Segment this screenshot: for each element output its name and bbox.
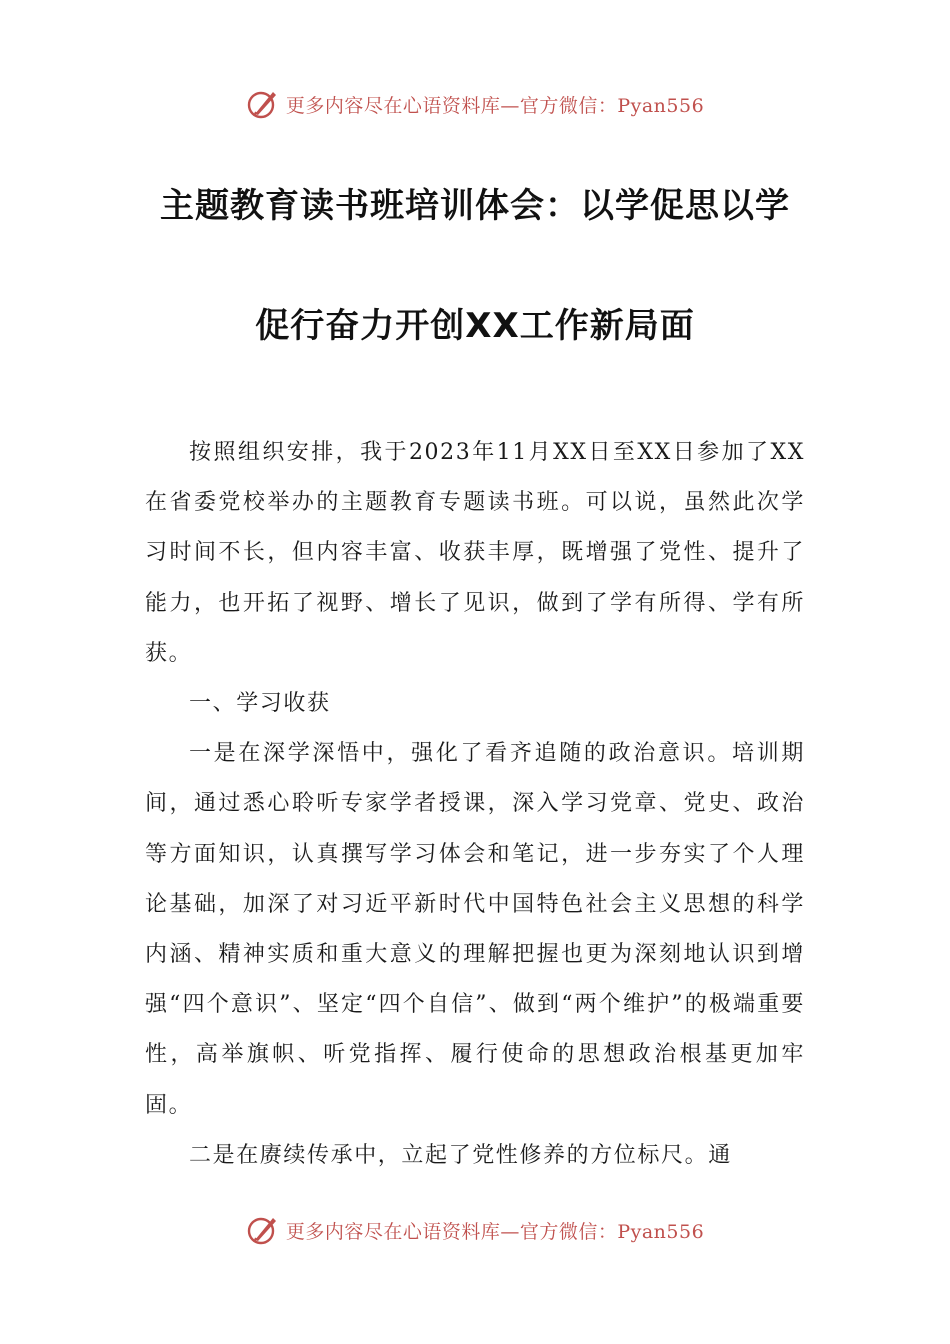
document-body: [145, 428, 805, 1181]
footer-watermark: [0, 1210, 950, 1250]
quill-pen-circle-icon: [246, 87, 280, 121]
document-title-line-2: 促行奋力开创XX工作新局面: [255, 306, 695, 346]
footer-watermark-text: 更多内容尽在心语资料库—官方微信：Pyan556: [285, 1220, 705, 1243]
section-heading: 一、学习收获: [189, 691, 331, 717]
header-watermark: [0, 84, 950, 124]
document-title-line-1: 主题教育读书班培训体会：以学促思以学: [160, 186, 790, 226]
quill-pen-circle-icon: [246, 1213, 280, 1247]
paragraph-point-1: 一是在深学深悟中，强化了看齐追随的政治意识。培训期间，通过悉心聆听专家学者授课，深入学习党章、党史、政治等方面知识，认真撰写学习体会和笔记，进一步夯实了个人理论基础，加深了对习近平新时代中国特色社会主义思想的科学内涵、精神实质和重大意义的理解把握也更为深刻地认识到增强“四个意识”、坚定“四个自信”、做到“两个维护”的极端重要性，高举旗帜、听党指挥、履行使命的思想政治根基更加牢固。: [145, 741, 805, 1118]
paragraph-point-2: 二是在赓续传承中，立起了党性修养的方位标尺。通: [189, 1142, 732, 1168]
header-watermark-text: 更多内容尽在心语资料库—官方微信：Pyan556: [285, 94, 705, 117]
paragraph-intro: 按照组织安排，我于2023年11月XX日至XX日参加了XX在省委党校举办的主题教育专题读书班。可以说，虽然此次学习时间不长，但内容丰富、收获丰厚，既增强了党性、提升了能力，也开拓了视野、增长了见识，做到了学有所得、学有所获。: [145, 440, 805, 666]
